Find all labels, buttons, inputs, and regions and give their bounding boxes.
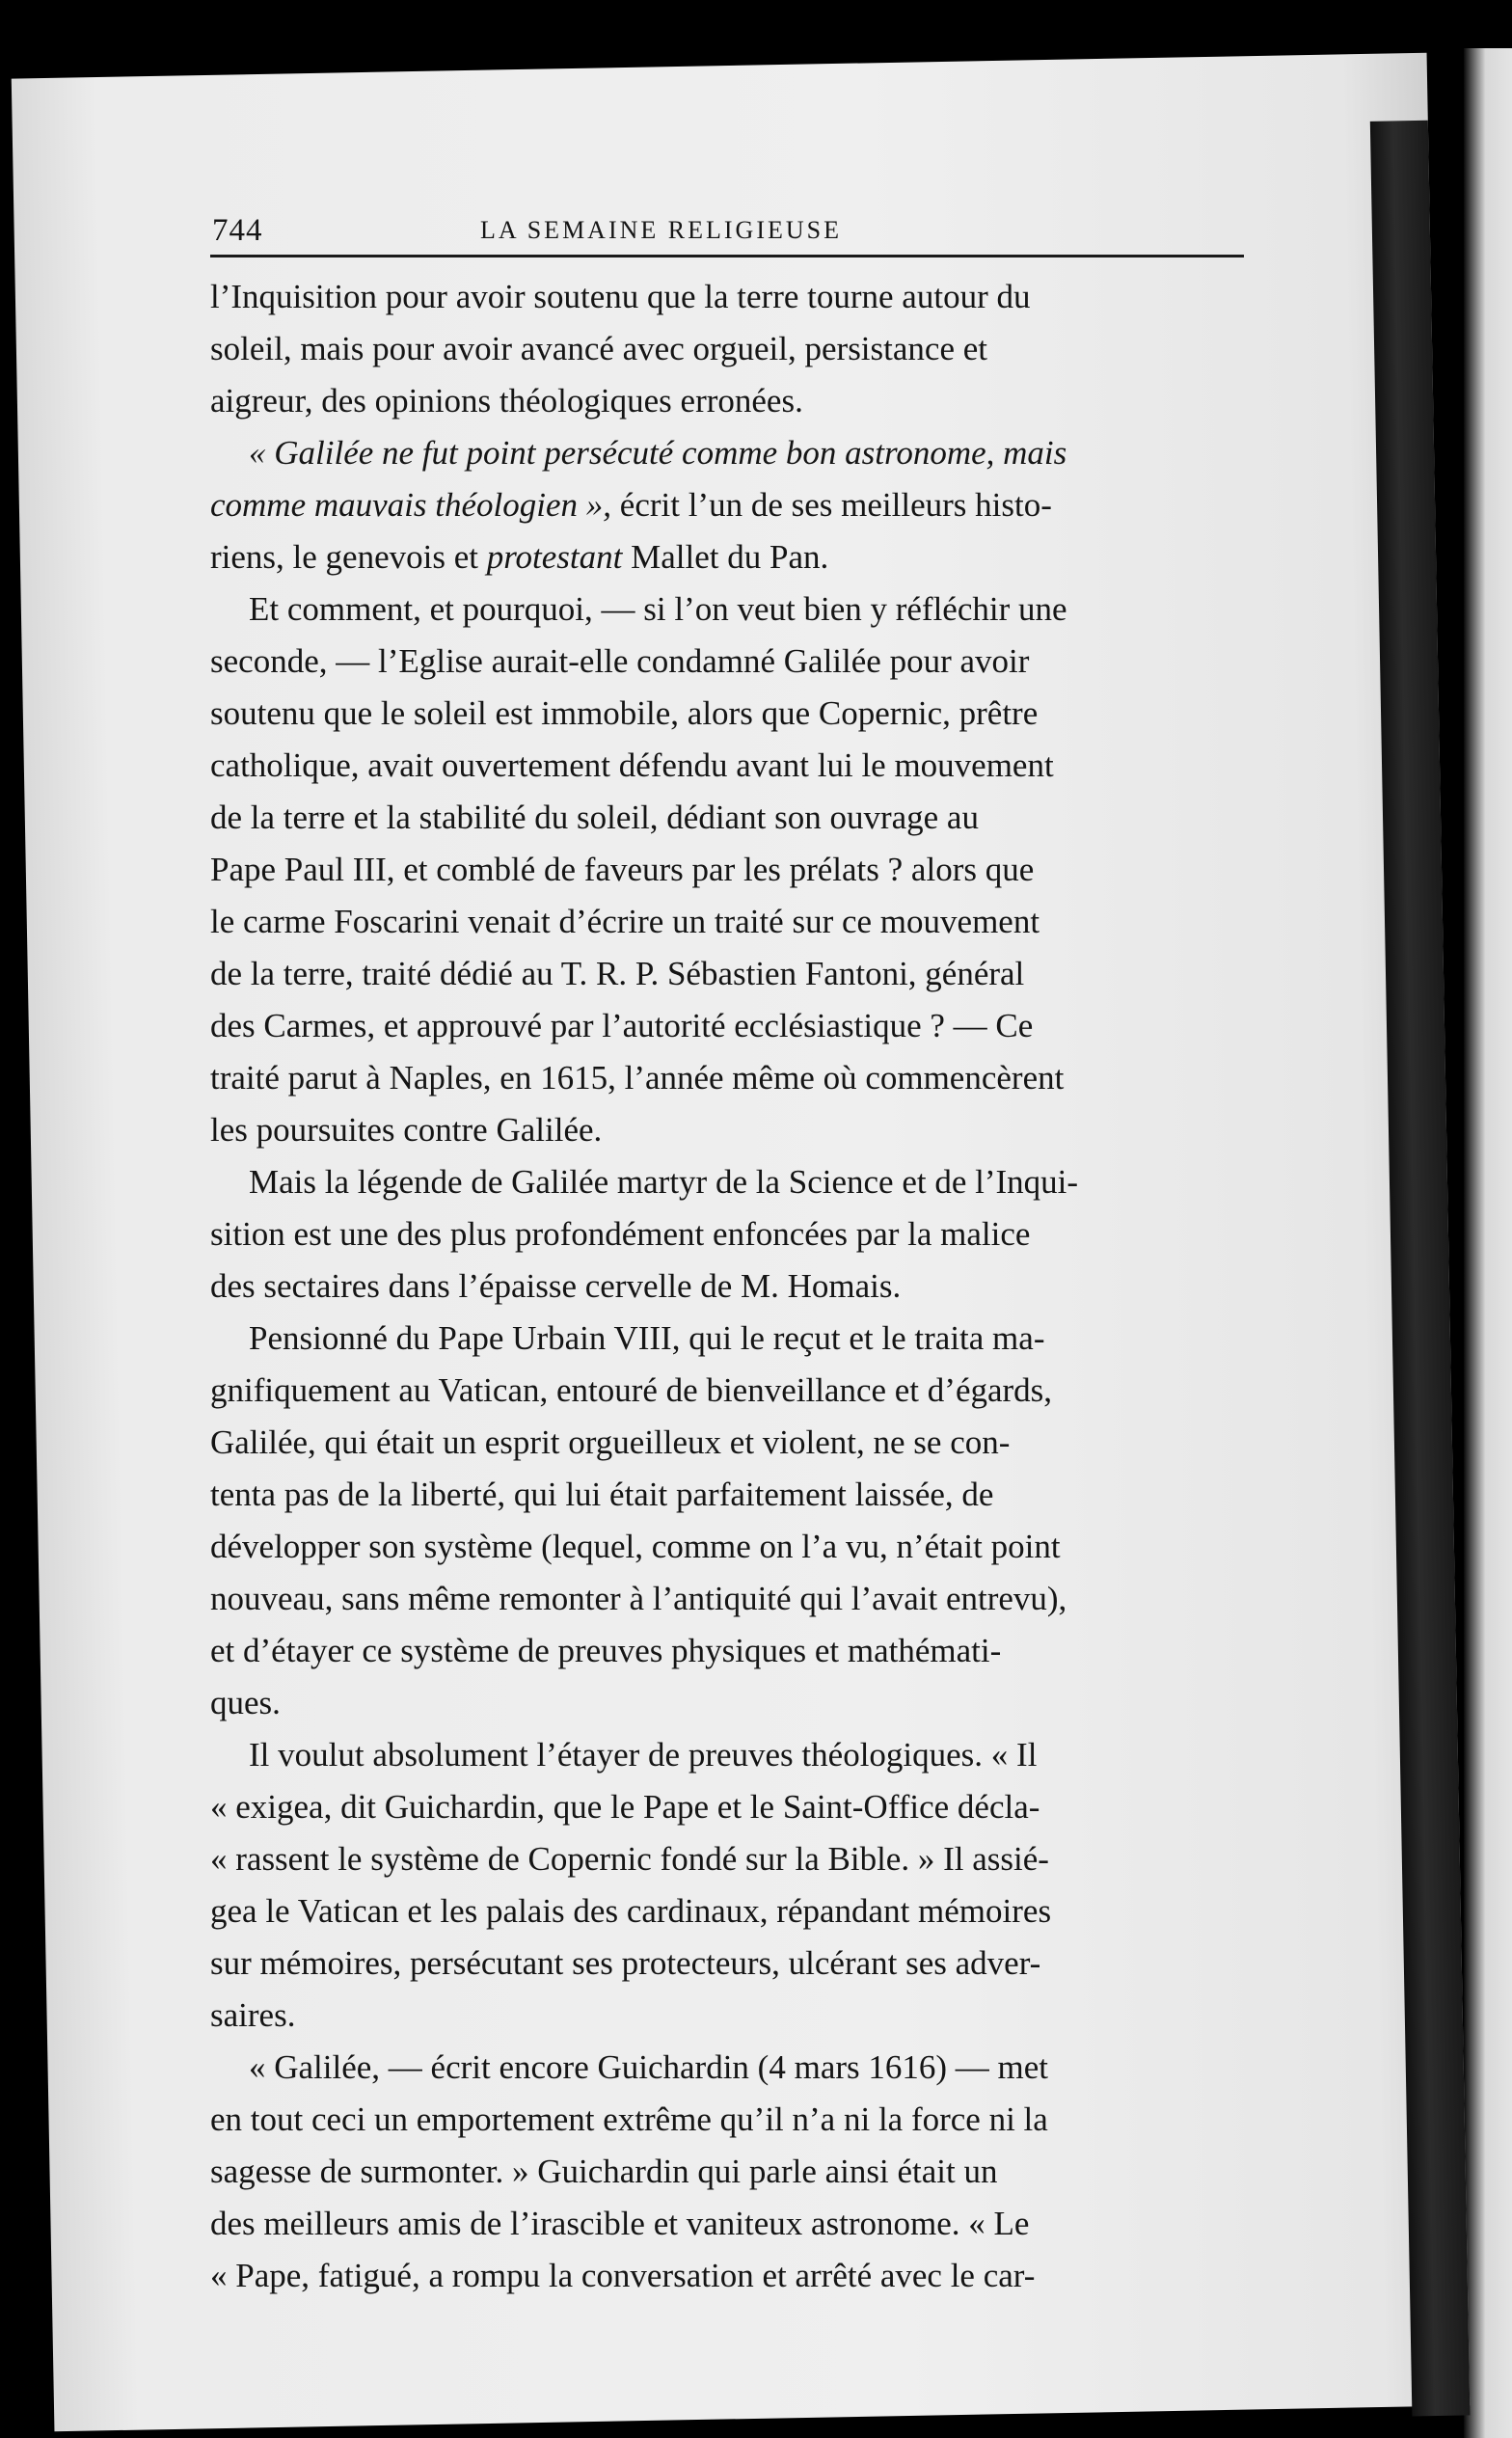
text-line: nouveau, sans même remonter à l’antiquité qui l’avait entrevu), [210, 1580, 1067, 1617]
paragraph-6 [210, 1729, 1244, 2042]
text-run: riens, le genevois et [210, 538, 487, 576]
paragraph-1 [210, 271, 1244, 427]
text-line: seconde, — l’Eglise aurait-elle condamné Galilée pour avoir [210, 642, 1030, 680]
text-line: et d’étayer ce système de preuves physiques et mathémati- [210, 1632, 1002, 1669]
text-line: gnifiquement au Vatican, entouré de bienveillance et d’égards, [210, 1371, 1053, 1409]
text-line: tenta pas de la liberté, qui lui était parfaitement laissée, de [210, 1476, 994, 1513]
text-line: « Galilée, — écrit encore Guichardin (4 mars 1616) — met [249, 2048, 1049, 2086]
running-head [210, 193, 1244, 257]
text-line: Il voulut absolument l’étayer de preuves théologiques. « Il [249, 1736, 1038, 1774]
text-line [210, 531, 1244, 583]
text-line: soutenu que le soleil est immobile, alors que Copernic, prêtre [210, 694, 1039, 732]
text-line: développer son système (lequel, comme on l’a vu, n’était point [210, 1528, 1061, 1565]
text-line: aigreur, des opinions théologiques erronées. [210, 382, 803, 420]
text-line: gea le Vatican et les palais des cardinaux, répandant mémoires [210, 1892, 1052, 1930]
paragraph-3 [210, 583, 1244, 1156]
text-line: saires. [210, 1996, 296, 2034]
text-line: sition est une des plus profondément enfoncées par la malice [210, 1215, 1031, 1253]
text-line: traité parut à Naples, en 1615, l’année même où commencèrent [210, 1059, 1065, 1097]
text-line: sur mémoires, persécutant ses protecteurs, ulcérant ses adver- [210, 1944, 1041, 1982]
text-line: « exigea, dit Guichardin, que le Pape et le Saint-Office décla- [210, 1788, 1040, 1826]
paragraph-7 [210, 2042, 1244, 2302]
text-line: Pensionné du Pape Urbain VIII, qui le reçut et le traita ma- [249, 1319, 1045, 1357]
text-line: Mais la légende de Galilée martyr de la Science et de l’Inqui- [249, 1163, 1079, 1201]
text-line: « Pape, fatigué, a rompu la conversation et arrêté avec le car- [210, 2257, 1036, 2294]
text-line: ques. [210, 1684, 281, 1721]
page-gutter-shadow [1370, 121, 1471, 2417]
page-content [210, 193, 1244, 2302]
text-line: des meilleurs amis de l’irascible et vaniteux astronome. « Le [210, 2205, 1030, 2242]
text-line: sagesse de surmonter. » Guichardin qui parle ainsi était un [210, 2153, 998, 2190]
paragraph-5 [210, 1313, 1244, 1729]
text-line: en tout ceci un emportement extrême qu’il n’a ni la force ni la [210, 2100, 1048, 2138]
text-line: les poursuites contre Galilée. [210, 1111, 603, 1149]
text-line: de la terre, traité dédié au T. R. P. Sébastien Fantoni, général [210, 955, 1025, 992]
text-line: Pape Paul III, et comblé de faveurs par les prélats ? alors que [210, 851, 1035, 888]
text-line: « rassent le système de Copernic fondé sur la Bible. » Il assié- [210, 1840, 1049, 1878]
text-line: de la terre et la stabilité du soleil, dédiant son ouvrage au [210, 799, 979, 836]
paragraph-4 [210, 1156, 1244, 1313]
journal-title: LA SEMAINE RELIGIEUSE [480, 216, 842, 244]
text-run: Mallet du Pan. [622, 538, 829, 576]
text-line: des sectaires dans l’épaisse cervelle de M. Homais. [210, 1267, 902, 1305]
text-line: l’Inquisition pour avoir soutenu que la terre tourne autour du [210, 278, 1031, 315]
text-line: le carme Foscarini venait d’écrire un traité sur ce mouvement [210, 903, 1040, 940]
italic-word: protestant [486, 538, 623, 576]
italic-quote: comme mauvais théologien », [210, 486, 612, 524]
text-line: soleil, mais pour avoir avancé avec orgueil, persistance et [210, 330, 987, 367]
italic-quote: « Galilée ne fut point persécuté comme bon astronome, mais [249, 434, 1067, 472]
paragraph-2-quote [210, 427, 1244, 583]
text-line: des Carmes, et approuvé par l’autorité ecclésiastique ? — Ce [210, 1007, 1034, 1044]
text-line [210, 427, 1244, 479]
text-line: catholique, avait ouvertement défendu avant lui le mouvement [210, 746, 1054, 784]
text-line: Et comment, et pourquoi, — si l’on veut bien y réfléchir une [249, 590, 1067, 628]
facing-page-edge [1464, 48, 1512, 2438]
text-line [210, 479, 1244, 531]
text-run: écrit l’un de ses meilleurs histo- [611, 486, 1052, 524]
text-line: Galilée, qui était un esprit orgueilleux et violent, ne se con- [210, 1423, 1011, 1461]
page-number: 744 [212, 213, 263, 248]
